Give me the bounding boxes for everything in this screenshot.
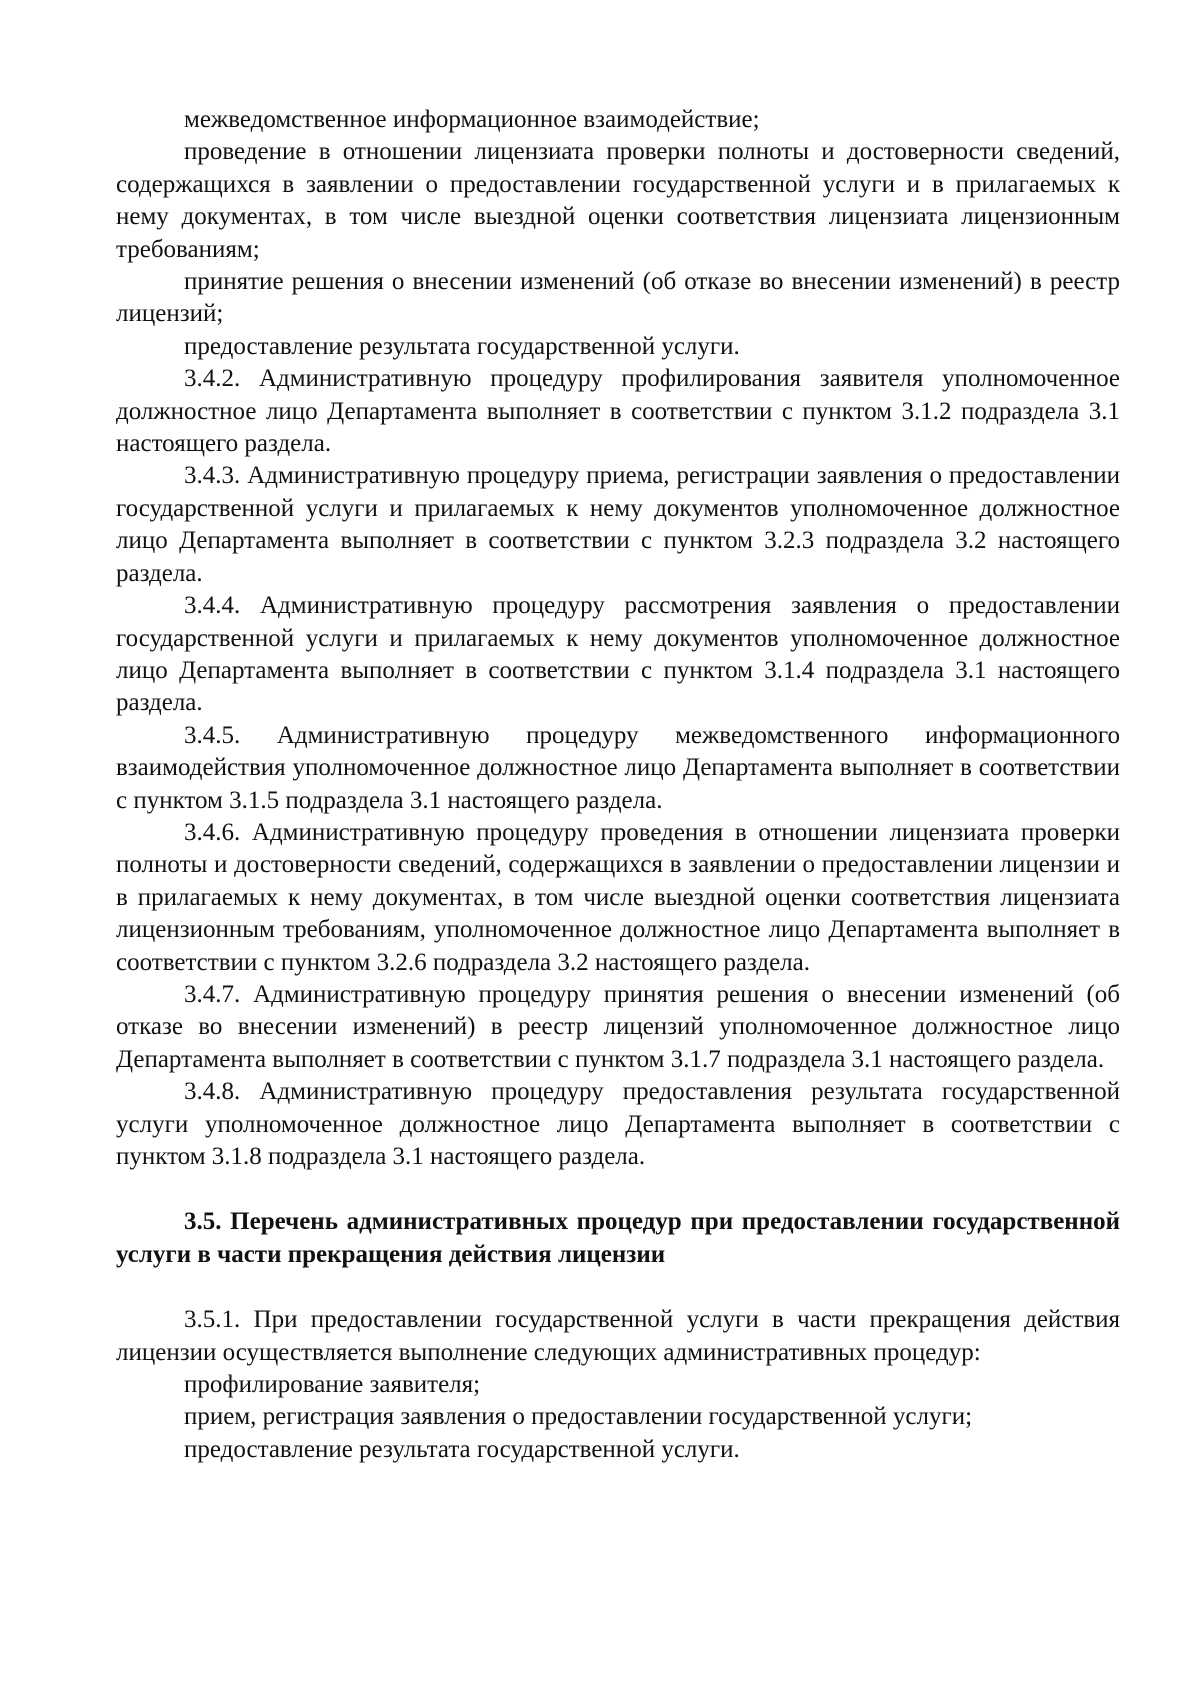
list-item: проведение в отношении лицензиата проверки полноты и достоверности сведений, содержащихся в заявлении о предоставлении государственной услуги и в прилагаемых к нему документах, в том числе выездной оценки соответствия лицензиата лицензионным требованиям; bbox=[116, 138, 1120, 263]
list-item: принятие решения о внесении изменений (об отказе во внесении изменений) в реестр лицензий; bbox=[116, 268, 1120, 328]
list-item: предоставление результата государственной услуги. bbox=[184, 1435, 740, 1463]
list-item: предоставление результата государственной услуги. bbox=[184, 332, 740, 360]
section-intro: 3.5.1. При предоставлении государственной услуги в части прекращения действия лицензии осуществляется выполнение следующих административных процедур: bbox=[116, 1306, 1120, 1366]
list-item: профилирование заявителя; bbox=[184, 1371, 481, 1399]
list-item: прием, регистрация заявления о предоставлении государственной услуги; bbox=[184, 1403, 973, 1431]
paragraph-3-4-5: 3.4.5. Административную процедуру межведомственного информационного взаимодействия уполномоченное должностное лицо Департамента выполняет в соответствии с пунктом 3.1.5 подраздела 3.1 настоящего раздела. bbox=[116, 721, 1120, 814]
paragraph-3-4-3: 3.4.3. Административную процедуру приема, регистрации заявления о предоставлении государственной услуги и прилагаемых к нему документов уполномоченное должностное лицо Департамента выполняет в соответствии с пунктом 3.2.3 подраздела 3.2 настоящего раздела. bbox=[116, 462, 1120, 587]
paragraph-3-4-4: 3.4.4. Административную процедуру рассмотрения заявления о предоставлении государственной услуги и прилагаемых к нему документов уполномоченное должностное лицо Департамента выполняет в соответствии с пунктом 3.1.4 подраздела 3.1 настоящего раздела. bbox=[116, 592, 1120, 717]
paragraph-3-4-2: 3.4.2. Административную процедуру профилирования заявителя уполномоченное должностное лицо Департамента выполняет в соответствии с пунктом 3.1.2 подраздела 3.1 настоящего раздела. bbox=[116, 365, 1120, 458]
paragraph-3-4-7: 3.4.7. Административную процедуру принятия решения о внесении изменений (об отказе во внесении изменений) в реестр лицензий уполномоченное должностное лицо Департамента выполняет в соответствии с пунктом 3.1.7 подраздела 3.1 настоящего раздела. bbox=[116, 980, 1120, 1073]
list-item: межведомственное информационное взаимодействие; bbox=[184, 106, 760, 133]
section-heading: 3.5. Перечень административных процедур при предоставлении государственной услуги в части прекращения действия лицензии bbox=[116, 1208, 1120, 1268]
document-page bbox=[116, 104, 1120, 1466]
paragraph-3-4-8: 3.4.8. Административную процедуру предоставления результата государственной услуги уполномоченное должностное лицо Департамента выполняет в соответствии с пунктом 3.1.8 подраздела 3.1 настоящего раздела. bbox=[116, 1078, 1120, 1170]
paragraph-3-4-6: 3.4.6. Административную процедуру проведения в отношении лицензиата проверки полноты и достоверности сведений, содержащихся в заявлении о предоставлении лицензии и в прилагаемых к нему документах, в том числе выездной оценки соответствия лицензиата лицензионным требованиям, уполномоченное должностное лицо Департамента выполняет в соответствии с пунктом 3.2.6 подраздела 3.2 настоящего раздела. bbox=[116, 818, 1120, 976]
